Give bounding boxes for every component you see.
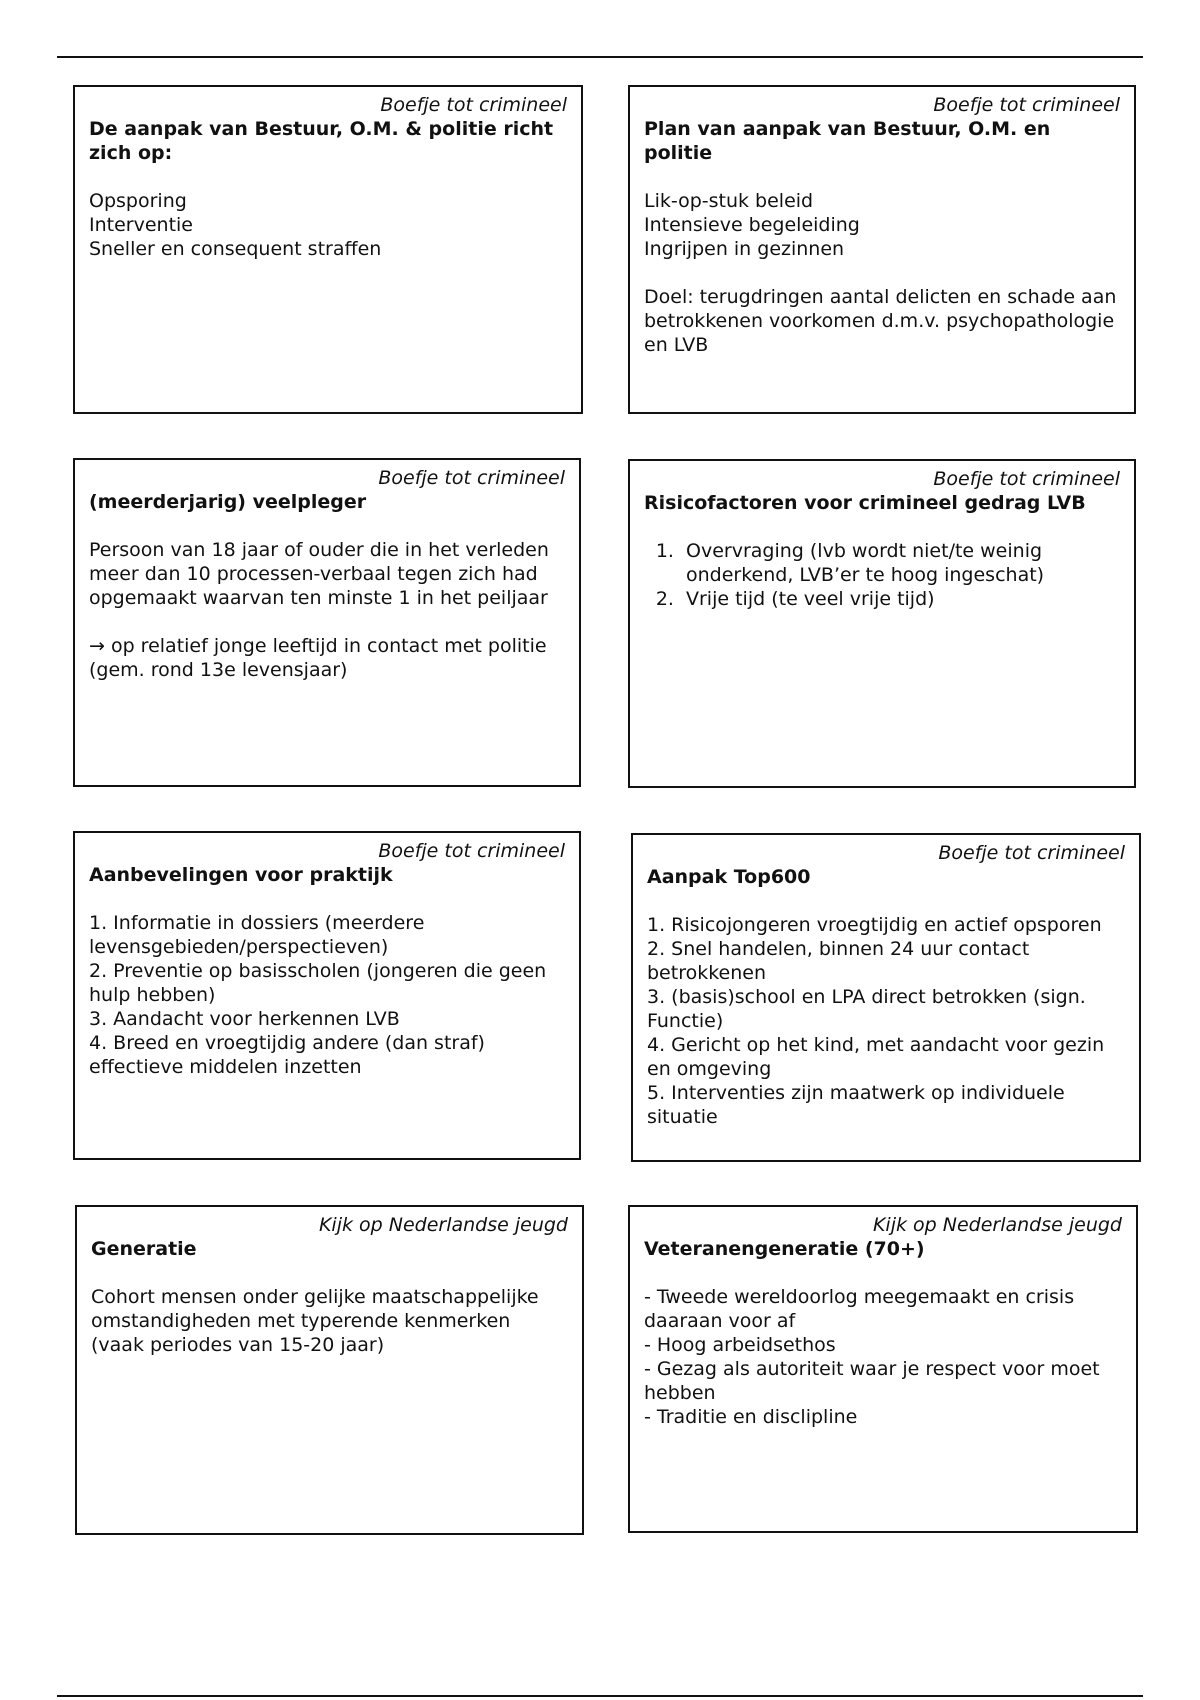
card-category: Boefje tot crimineel <box>933 468 1120 490</box>
bottom-rule <box>57 1695 1143 1697</box>
card-title: De aanpak van Bestuur, O.M. & politie richt zich op: <box>89 118 554 164</box>
card-line: 3. (basis)school en LPA direct betrokken (sign. Functie) <box>647 986 1086 1032</box>
card-line: 1. Informatie in dossiers (meerdere levensgebieden/perspectieven) <box>89 912 425 958</box>
card-note: → op relatief jonge leeftijd in contact met politie (gem. rond 13e levensjaar) <box>89 635 547 681</box>
card-line: 1. Risicojongeren vroegtijdig en actief opsporen <box>647 914 1102 936</box>
card-line: Opsporing <box>89 190 187 212</box>
flashcard-veteranengeneratie <box>628 1205 1138 1533</box>
card-category: Boefje tot crimineel <box>378 467 565 489</box>
card-category: Boefje tot crimineel <box>938 842 1125 864</box>
card-category: Boefje tot crimineel <box>933 94 1120 116</box>
list-item: 2. Vrije tijd (te veel vrije tijd) <box>680 587 1120 611</box>
flashcard-veelpleger <box>73 458 581 787</box>
card-category: Boefje tot crimineel <box>380 94 567 116</box>
card-line: Interventie <box>89 214 193 236</box>
card-title: (meerderjarig) veelpleger <box>89 491 367 513</box>
card-title: Generatie <box>91 1238 197 1260</box>
card-category: Kijk op Nederlandse jeugd <box>318 1214 568 1236</box>
card-line: 3. Aandacht voor herkennen LVB <box>89 1008 400 1030</box>
card-line: - Gezag als autoriteit waar je respect voor moet hebben <box>644 1358 1100 1404</box>
list-item: 1. Overvraging (lvb wordt niet/te weinig onderkend, LVB’er te hoog ingeschat) <box>680 539 1120 587</box>
card-line: Ingrijpen in gezinnen <box>644 238 845 260</box>
card-line: Intensieve begeleiding <box>644 214 860 236</box>
flashcard-aanpak-top600 <box>631 833 1141 1162</box>
top-rule <box>57 56 1143 58</box>
card-line: - Traditie en disclipline <box>644 1406 858 1428</box>
card-goal: Doel: terugdringen aantal delicten en schade aan betrokkenen voorkomen d.m.v. psychopathologie en LVB <box>644 286 1117 356</box>
card-line: Lik-op-stuk beleid <box>644 190 814 212</box>
risk-factor-list <box>644 539 1120 611</box>
card-title: Veteranengeneratie (70+) <box>644 1238 925 1260</box>
flashcard-plan-van-aanpak <box>628 85 1136 414</box>
card-line: Sneller en consequent straffen <box>89 238 382 260</box>
card-title: Aanpak Top600 <box>647 866 811 888</box>
card-line: 4. Gericht op het kind, met aandacht voor gezin en omgeving <box>647 1034 1105 1080</box>
card-line: 2. Snel handelen, binnen 24 uur contact betrokkenen <box>647 938 1030 984</box>
card-line: 5. Interventies zijn maatwerk op individuele situatie <box>647 1082 1065 1128</box>
card-line: - Tweede wereldoorlog meegemaakt en crisis daaraan voor af <box>644 1286 1075 1332</box>
card-definition: Cohort mensen onder gelijke maatschappelijke omstandigheden met typerende kenmerken (vaak periodes van 15-20 jaar) <box>91 1286 539 1356</box>
card-category: Kijk op Nederlandse jeugd <box>872 1214 1122 1236</box>
card-title: Aanbevelingen voor praktijk <box>89 864 393 886</box>
card-category: Boefje tot crimineel <box>378 840 565 862</box>
card-title: Plan van aanpak van Bestuur, O.M. en politie <box>644 118 1051 164</box>
card-line: - Hoog arbeidsethos <box>644 1334 836 1356</box>
flashcard-aanpak-bestuur <box>73 85 583 414</box>
card-definition: Persoon van 18 jaar of ouder die in het verleden meer dan 10 processen-verbaal tegen zich had opgemaakt waarvan ten minste 1 in het peiljaar <box>89 539 549 609</box>
card-line: 4. Breed en vroegtijdig andere (dan straf) effectieve middelen inzetten <box>89 1032 485 1078</box>
flashcard-generatie <box>75 1205 584 1535</box>
flashcard-risicofactoren-lvb <box>628 459 1136 788</box>
card-title: Risicofactoren voor crimineel gedrag LVB <box>644 492 1086 514</box>
flashcard-aanbevelingen-praktijk <box>73 831 581 1160</box>
card-line: 2. Preventie op basisscholen (jongeren die geen hulp hebben) <box>89 960 547 1006</box>
